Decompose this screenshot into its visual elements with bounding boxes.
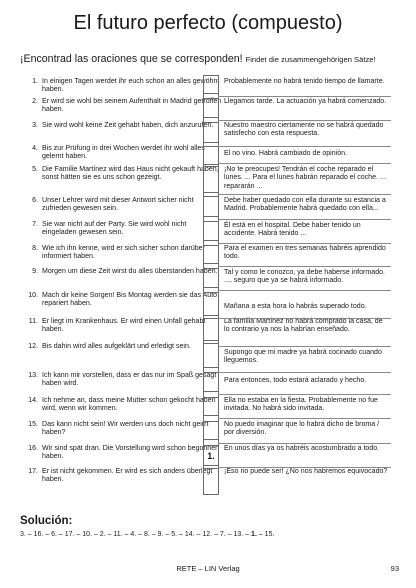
row-divider bbox=[218, 266, 391, 267]
left-item-text: In einigen Tagen werdet ihr euch schon an alles gewöhnt haben. bbox=[42, 78, 220, 94]
page-number: 93 bbox=[390, 564, 399, 573]
solution-text bbox=[20, 531, 274, 538]
answer-box[interactable] bbox=[203, 196, 219, 217]
row-divider bbox=[218, 346, 391, 347]
answer-box[interactable] bbox=[203, 75, 219, 94]
left-item-number: 3. bbox=[32, 122, 38, 129]
right-item: Tal y como le conozco, ya debe haberse informado. ..., seguro que ya se habrá informado. bbox=[224, 269, 385, 285]
answer-box[interactable] bbox=[203, 166, 219, 193]
answer-box[interactable] bbox=[203, 268, 219, 288]
right-item: Probablemente no habrá tenido tiempo de llamarte. bbox=[224, 78, 385, 85]
left-item-number: 1. bbox=[32, 78, 38, 85]
row-divider bbox=[218, 290, 391, 291]
answer-box[interactable] bbox=[203, 221, 219, 241]
right-item: Nuestro maestro ciertamente no se habrá quedado satisfecho con esta respuesta. bbox=[224, 122, 384, 138]
answer-box[interactable] bbox=[203, 318, 219, 341]
left-item-number: 10. bbox=[28, 292, 38, 299]
answer-box[interactable] bbox=[203, 292, 219, 316]
left-item-number: 7. bbox=[32, 221, 38, 228]
right-item: El no vino. Habrá cambiado de opinión. bbox=[224, 150, 348, 157]
left-item-text: Ich kann mir vorstellen, dass er das nur im Spaß gesagt haben wird. bbox=[42, 372, 217, 388]
footer-publisher: RETE – LIN Verlag bbox=[176, 564, 240, 573]
left-item-text: Ich nehme an, dass meine Mutter schon gekocht haben wird, wenn wir kommen. bbox=[42, 397, 216, 413]
left-item-text: Er ist nicht gekommen. Er wird es sich anders überlegt haben. bbox=[42, 468, 213, 484]
left-item-number: 13. bbox=[28, 372, 38, 379]
left-item-number: 15. bbox=[28, 421, 38, 428]
answer-box[interactable] bbox=[203, 397, 219, 416]
answer-box[interactable] bbox=[203, 445, 219, 466]
left-item-text: Er wird sie wohl bei seinem Aufenthalt in Madrid getroffen haben. bbox=[42, 98, 222, 114]
left-item-text: Morgen um diese Zeit wirst du alles überstanden haben. bbox=[42, 268, 218, 275]
row-divider bbox=[218, 194, 391, 195]
row-divider bbox=[218, 372, 391, 373]
instruction-sub: Findet die zusammengehörigen Sätze! bbox=[245, 55, 376, 64]
left-item-text: Er liegt im Krankenhaus. Er wird einen Unfall gehabt haben. bbox=[42, 318, 206, 334]
page-title: El futuro perfecto (compuesto) bbox=[73, 12, 343, 34]
row-divider bbox=[218, 467, 391, 468]
left-item-number: 4. bbox=[32, 145, 38, 152]
left-item-text: Wir sind spät dran. Die Vorstellung wird schon begonnen haben. bbox=[42, 445, 220, 461]
right-item: La familia Martínez no habrá comprado la casa, de lo contrario ya nos la habrían enseñado. bbox=[224, 318, 383, 334]
answer-box[interactable] bbox=[203, 421, 219, 440]
right-item: Debe haber quedado con ella durante su estancia a Madrid. Probablemente habrá quedado con ella... bbox=[224, 197, 386, 213]
row-divider bbox=[218, 318, 391, 319]
left-item-number: 17. bbox=[28, 468, 38, 475]
answer-box[interactable] bbox=[203, 98, 219, 118]
left-item-text: Die Familie Martínez wird das Haus nicht gekauft haben, sonst hätten sie es uns schon gezeigt. bbox=[42, 166, 219, 182]
row-divider bbox=[218, 146, 391, 147]
solution-highlight: 1. bbox=[251, 531, 257, 538]
right-item: ¡Eso no puede ser! ¿No nos habremos equivocado? bbox=[224, 468, 388, 475]
left-item-text: Unser Lehrer wird mit dieser Antwort sicher nicht zufrieden gewesen sein. bbox=[42, 197, 194, 213]
row-divider bbox=[218, 120, 391, 121]
row-divider bbox=[218, 243, 391, 244]
right-item: Él está en el hospital. Debe haber tenido un accidente. Habrá tenido ... bbox=[224, 222, 361, 238]
left-item-text: Mach dir keine Sorgen! Bis Montag werden sie das Auto repariert haben. bbox=[42, 292, 218, 308]
left-item-number: 8. bbox=[32, 245, 38, 252]
row-divider bbox=[218, 443, 391, 444]
right-item: Llegamos tarde. La actuación ya habrá comenzado. bbox=[224, 98, 387, 105]
left-item-text: Bis zur Prüfung in drei Wochen werdet ihr wohl alles gelernt haben. bbox=[42, 145, 205, 161]
left-item-text: Sie war nicht auf der Party. Sie wird wohl nicht eingeladen gewesen sein. bbox=[42, 221, 187, 237]
left-item-number: 16. bbox=[28, 445, 38, 452]
left-item-number: 11. bbox=[28, 318, 38, 325]
solution-sequence-end: – 15. bbox=[256, 531, 275, 538]
row-divider bbox=[218, 163, 391, 164]
right-item: Mañana a esta hora lo habrás superado todo. bbox=[224, 303, 367, 310]
answer-box[interactable] bbox=[203, 343, 219, 368]
row-divider bbox=[218, 219, 391, 220]
left-item-number: 12. bbox=[28, 343, 38, 350]
right-item: Para entonces, todo estará aclarado y hecho. bbox=[224, 377, 367, 384]
right-item: No puedo imaginar que lo habrá dicho de broma / por diversión. bbox=[224, 421, 380, 437]
answer-box[interactable] bbox=[203, 146, 219, 165]
instruction bbox=[20, 53, 412, 65]
solution-title: Solución: bbox=[20, 515, 73, 527]
right-item: ¡No te preocupes! Tendrán el coche reparado el lunes. ... Para el lunes habrán reparado el coche. ... repararán ... bbox=[224, 166, 386, 190]
left-item-text: Das kann nicht sein! Wir werden uns doch nicht geirrt haben? bbox=[42, 421, 209, 437]
left-item-number: 9. bbox=[32, 268, 38, 275]
left-item-number: 5. bbox=[32, 166, 38, 173]
answer-box[interactable] bbox=[203, 468, 219, 495]
answer-box[interactable] bbox=[203, 372, 219, 392]
right-item: Para el examen en tres semanas habréis aprendido todo. bbox=[224, 245, 386, 261]
row-divider bbox=[218, 96, 391, 97]
answer-box[interactable] bbox=[203, 122, 219, 143]
row-divider bbox=[218, 418, 391, 419]
answer-box[interactable] bbox=[203, 245, 219, 264]
left-item-text: Wie ich ihn kenne, wird er sich sicher schon darüber informiert haben. bbox=[42, 245, 205, 261]
solution-sequence: 3. – 16. – 6. – 17. – 10. – 2. – 11. – 4. – 8. – 9. – 5. – 14. – 12. – 7. – 13. – bbox=[20, 531, 252, 538]
left-item-text: Sie wird wohl keine Zeit gehabt haben, dich anzurufen. bbox=[42, 122, 214, 129]
right-item: En unos días ya os habréis acostumbrado a todo. bbox=[224, 445, 380, 452]
left-item-number: 2. bbox=[32, 98, 38, 105]
left-item-number: 14. bbox=[28, 397, 38, 404]
answer-box-value: 1. bbox=[207, 450, 215, 461]
left-item-number: 6. bbox=[32, 197, 38, 204]
left-item-text: Bis dahin wird alles aufgeklärt und erledigt sein. bbox=[42, 343, 191, 350]
row-divider bbox=[218, 394, 391, 395]
instruction-main: ¡Encontrad las oraciones que se corresponden! bbox=[20, 53, 243, 65]
right-item: Supongo que mi madre ya habrá cocinado cuando lleguemos. bbox=[224, 349, 382, 365]
right-item: Ella no estaba en la fiesta. Probablemente no fue invitada. No habrá sido invitada. bbox=[224, 397, 378, 413]
